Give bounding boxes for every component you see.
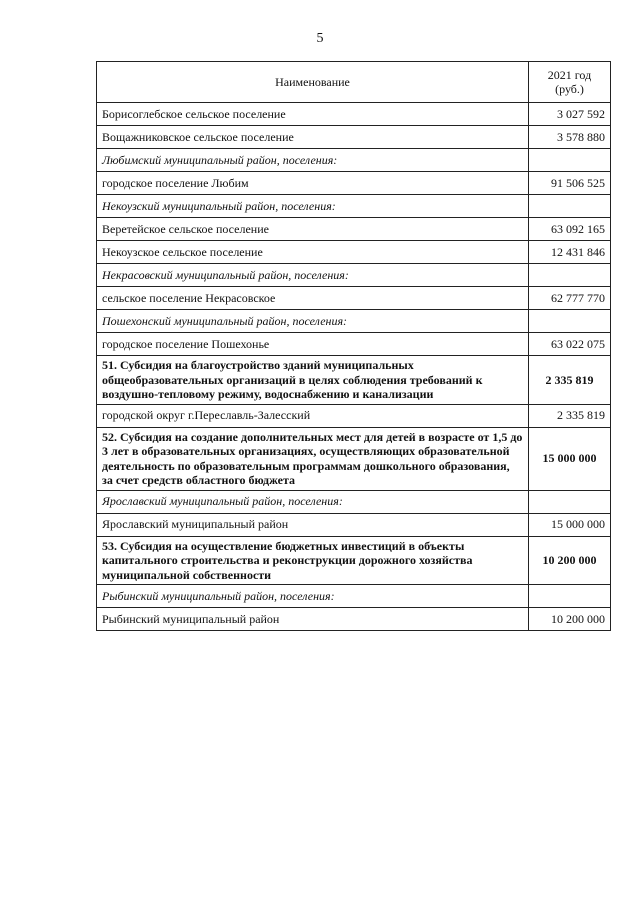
amount-cell: 62 777 770 [529, 287, 611, 310]
table-header-row [97, 62, 611, 103]
settlement-name: Некоузское сельское поселение [97, 241, 529, 264]
subsidy-row [97, 536, 611, 585]
settlement-name: Веретейское сельское поселение [97, 218, 529, 241]
subsidy-row [97, 356, 611, 405]
page-number: 5 [316, 31, 324, 46]
settlement-name: Борисоглебское сельское поселение [97, 103, 529, 126]
table-row [97, 218, 611, 241]
settlement-name: Ярославский муниципальный район [97, 513, 529, 536]
district-name: Рыбинский муниципальный район, поселения: [97, 585, 529, 608]
amount-cell [529, 310, 611, 333]
amount-cell [529, 264, 611, 287]
subsidy-row [97, 427, 611, 490]
table-row [97, 608, 611, 631]
settlement-name: сельское поселение Некрасовское [97, 287, 529, 310]
district-heading-row [97, 149, 611, 172]
district-heading-row [97, 310, 611, 333]
amount-cell: 10 200 000 [529, 536, 611, 585]
subsidy-title: 52. Субсидия на создание дополнительных мест для детей в возрасте от 1,5 до 3 лет в образовательных организациях, осуществляющих образовательной деятельность по образовательным программам дошкольного образования, за счет средств областного бюджета [97, 427, 529, 490]
table-row [97, 126, 611, 149]
district-name: Некрасовский муниципальный район, поселения: [97, 264, 529, 287]
amount-cell: 2 335 819 [529, 356, 611, 405]
amount-cell: 3 027 592 [529, 103, 611, 126]
subsidy-title: 53. Субсидия на осуществление бюджетных инвестиций в объекты капитального строительства и реконструкции дорожного хозяйства муниципальной собственности [97, 536, 529, 585]
amount-cell [529, 195, 611, 218]
amount-cell [529, 585, 611, 608]
amount-cell: 15 000 000 [529, 513, 611, 536]
settlement-name: Вощажниковское сельское поселение [97, 126, 529, 149]
table-row [97, 404, 611, 427]
column-header-value [529, 62, 611, 103]
amount-cell: 12 431 846 [529, 241, 611, 264]
district-name: Ярославский муниципальный район, поселения: [97, 490, 529, 513]
settlement-name: Рыбинский муниципальный район [97, 608, 529, 631]
table-row [97, 333, 611, 356]
district-heading-row [97, 264, 611, 287]
table-row [97, 287, 611, 310]
amount-cell: 91 506 525 [529, 172, 611, 195]
settlement-name: городское поселение Любим [97, 172, 529, 195]
settlement-name: городской округ г.Переславль-Залесский [97, 404, 529, 427]
district-heading-row [97, 585, 611, 608]
district-heading-row [97, 490, 611, 513]
district-name: Некоузский муниципальный район, поселения: [97, 195, 529, 218]
district-heading-row [97, 195, 611, 218]
amount-cell: 2 335 819 [529, 404, 611, 427]
amount-cell [529, 149, 611, 172]
table-row [97, 103, 611, 126]
district-name: Любимский муниципальный район, поселения: [97, 149, 529, 172]
amount-cell: 10 200 000 [529, 608, 611, 631]
settlement-name: городское поселение Пошехонье [97, 333, 529, 356]
amount-cell: 3 578 880 [529, 126, 611, 149]
table-body [97, 103, 611, 631]
budget-table [96, 61, 611, 631]
table-row [97, 172, 611, 195]
column-header-unit: (руб.) [555, 82, 584, 96]
district-name: Пошехонский муниципальный район, поселения: [97, 310, 529, 333]
subsidy-title: 51. Субсидия на благоустройство зданий муниципальных общеобразовательных организаций в целях соблюдения требований к воздушно-тепловому режиму, водоснабжению и канализации [97, 356, 529, 405]
column-header-name: Наименование [97, 62, 529, 103]
amount-cell [529, 490, 611, 513]
column-header-year: 2021 год [547, 68, 592, 82]
amount-cell: 63 022 075 [529, 333, 611, 356]
table-row [97, 241, 611, 264]
amount-cell: 15 000 000 [529, 427, 611, 490]
table-row [97, 513, 611, 536]
amount-cell: 63 092 165 [529, 218, 611, 241]
